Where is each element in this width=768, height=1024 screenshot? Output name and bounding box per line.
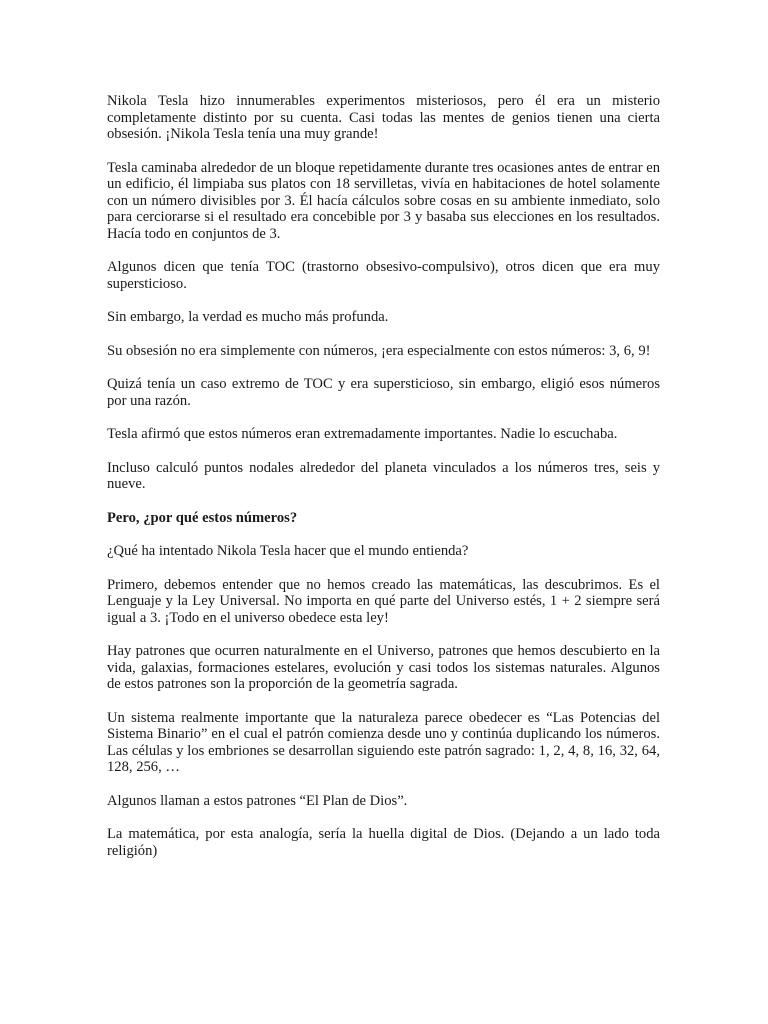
paragraph-gods-plan: Algunos llaman a estos patrones “El Plan de Dios”. [107,792,408,809]
paragraph-toc: Algunos dicen que tenía TOC (trastorno obsesivo-compulsivo), otros dicen que era muy supersticioso. [107,259,660,292]
paragraph-habits: Tesla caminaba alrededor de un bloque repetidamente durante tres ocasiones antes de entrar en un edificio, él limpiaba sus platos con 18 servilletas, vivía en habitaciones de hotel solamente con un número divisibles por 3. Él hacía cálculos sobre cosas en su ambiente inmediato, solo para cerciorarse si el resultado era concebible por 3 y basaba sus elecciones en los resultados. Hacía todo en conjuntos de 3. [107,159,660,242]
paragraph-obsession: Su obsesión no era simplemente con números, ¡era especialmente con estos números: 3, 6, 9! [107,342,651,359]
paragraph-binary-system: Un sistema realmente importante que la naturaleza parece obedecer es “Las Potencias del Sistema Binario” en el cual el patrón comienza desde uno y continúa duplicando los números. Las células y los embriones se desarrollan siguiendo este patrón sagrado: 1, 2, 4, 8, 16, 32, 64, 128, 256, … [107,709,660,775]
paragraph-reason: Quizá tenía un caso extremo de TOC y era supersticioso, sin embargo, eligió esos números por una razón. [107,376,660,409]
document-body [107,93,660,876]
paragraph-patterns: Hay patrones que ocurren naturalmente en el Universo, patrones que hemos descubierto en la vida, galaxias, formaciones estelares, evolución y casi todos los sistemas naturales. Algunos de estos patrones son la proporción de la geometría sagrada. [107,643,660,692]
paragraph-nodal-points: Incluso calculó puntos nodales alrededor del planeta vinculados a los números tres, seis y nueve. [107,459,660,492]
paragraph-importance: Tesla afirmó que estos números eran extremadamente importantes. Nadie lo escuchaba. [107,426,618,442]
paragraph-truth: Sin embargo, la verdad es mucho más profunda. [107,309,389,325]
paragraph-question: ¿Qué ha intentado Nikola Tesla hacer que el mundo entienda? [107,543,469,559]
paragraph-fingerprint: La matemática, por esta analogía, sería la huella digital de Dios. (Dejando a un lado toda religión) [107,826,660,859]
paragraph-mathematics: Primero, debemos entender que no hemos creado las matemáticas, las descubrimos. Es el Lenguaje y la Ley Universal. No importa en qué parte del Universo estés, 1 + 2 siempre será igual a 3. ¡Todo en el universo obedece esta ley! [107,576,660,626]
paragraph-intro: Nikola Tesla hizo innumerables experimentos misteriosos, pero él era un misterio completamente distinto por su cuenta. Casi todas las mentes de genios tienen una cierta obsesión. ¡Nikola Tesla tenía una muy grande! [107,93,660,142]
section-heading: Pero, ¿por qué estos números? [107,509,298,526]
